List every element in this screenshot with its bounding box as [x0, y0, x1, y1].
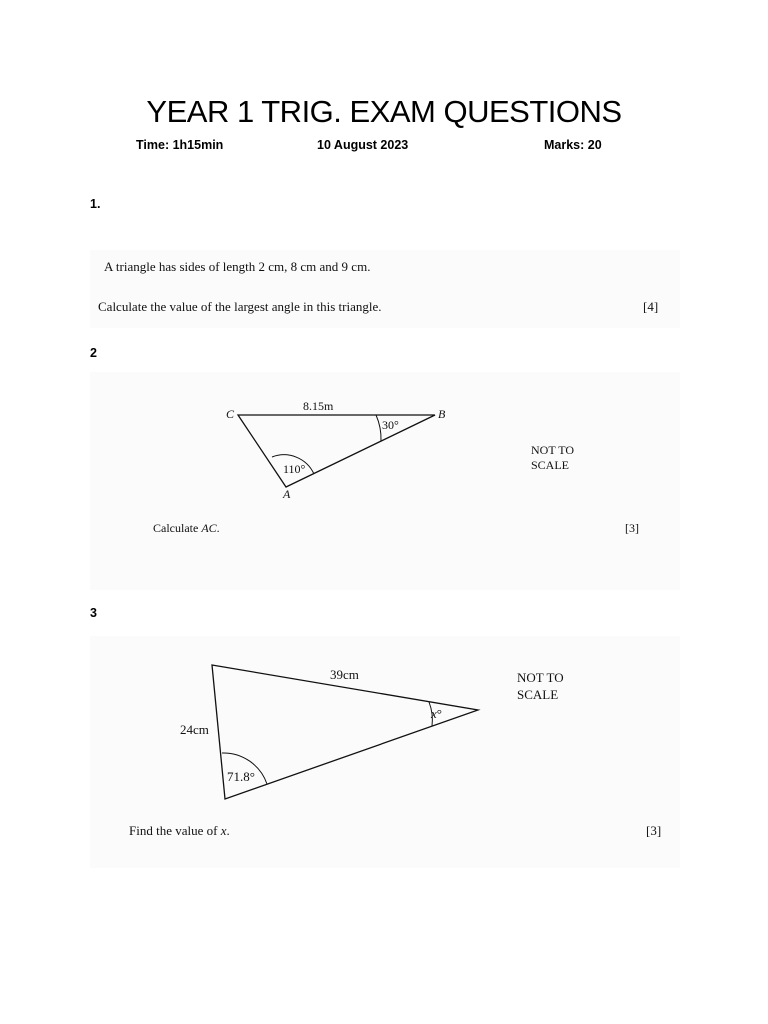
not-to-scale-line1: NOT TO — [531, 443, 575, 457]
question-2-marks: [3] — [625, 521, 639, 535]
exam-marks: Marks: 20 — [544, 138, 602, 152]
question-3-marks: [3] — [646, 823, 662, 838]
angle-label-x: x° — [431, 706, 442, 721]
question-1-block — [90, 250, 680, 328]
question-3-prompt: Find the value of x. — [129, 823, 230, 838]
vertex-label-b: B — [438, 407, 446, 421]
question-2-block — [90, 372, 680, 590]
exam-date: 10 August 2023 — [317, 138, 409, 152]
side-label-left: 24cm — [180, 722, 209, 737]
not-to-scale-line2: SCALE — [517, 687, 559, 702]
not-to-scale-line2: SCALE — [531, 458, 570, 472]
question-3-block — [90, 636, 680, 868]
angle-label-bottom: 71.8° — [227, 769, 255, 784]
question-number-2: 2 — [90, 346, 97, 360]
question-number-3: 3 — [90, 606, 97, 620]
triangle-abc — [238, 415, 435, 487]
side-label-cb: 8.15m — [303, 399, 334, 413]
angle-arc-b — [376, 415, 381, 441]
question-1-marks: [4] — [643, 299, 659, 314]
vertex-label-a: A — [283, 487, 291, 501]
exam-time: Time: 1h15min — [136, 138, 224, 152]
question-1-statement: A triangle has sides of length 2 cm, 8 cm and 9 cm. — [104, 259, 371, 274]
question-2-prompt: Calculate AC. — [153, 521, 220, 535]
angle-label-a: 110° — [283, 462, 306, 476]
not-to-scale-line1: NOT TO — [517, 670, 564, 685]
triangle-diagram-2 — [90, 372, 680, 590]
triangle-diagram-3 — [90, 636, 680, 868]
vertex-label-c: C — [226, 407, 235, 421]
page-title: YEAR 1 TRIG. EXAM QUESTIONS — [146, 94, 622, 129]
angle-label-b: 30° — [382, 418, 399, 432]
side-label-top: 39cm — [330, 667, 359, 682]
question-number-1: 1. — [90, 197, 101, 211]
question-1-prompt: Calculate the value of the largest angle in this triangle. — [98, 299, 382, 314]
